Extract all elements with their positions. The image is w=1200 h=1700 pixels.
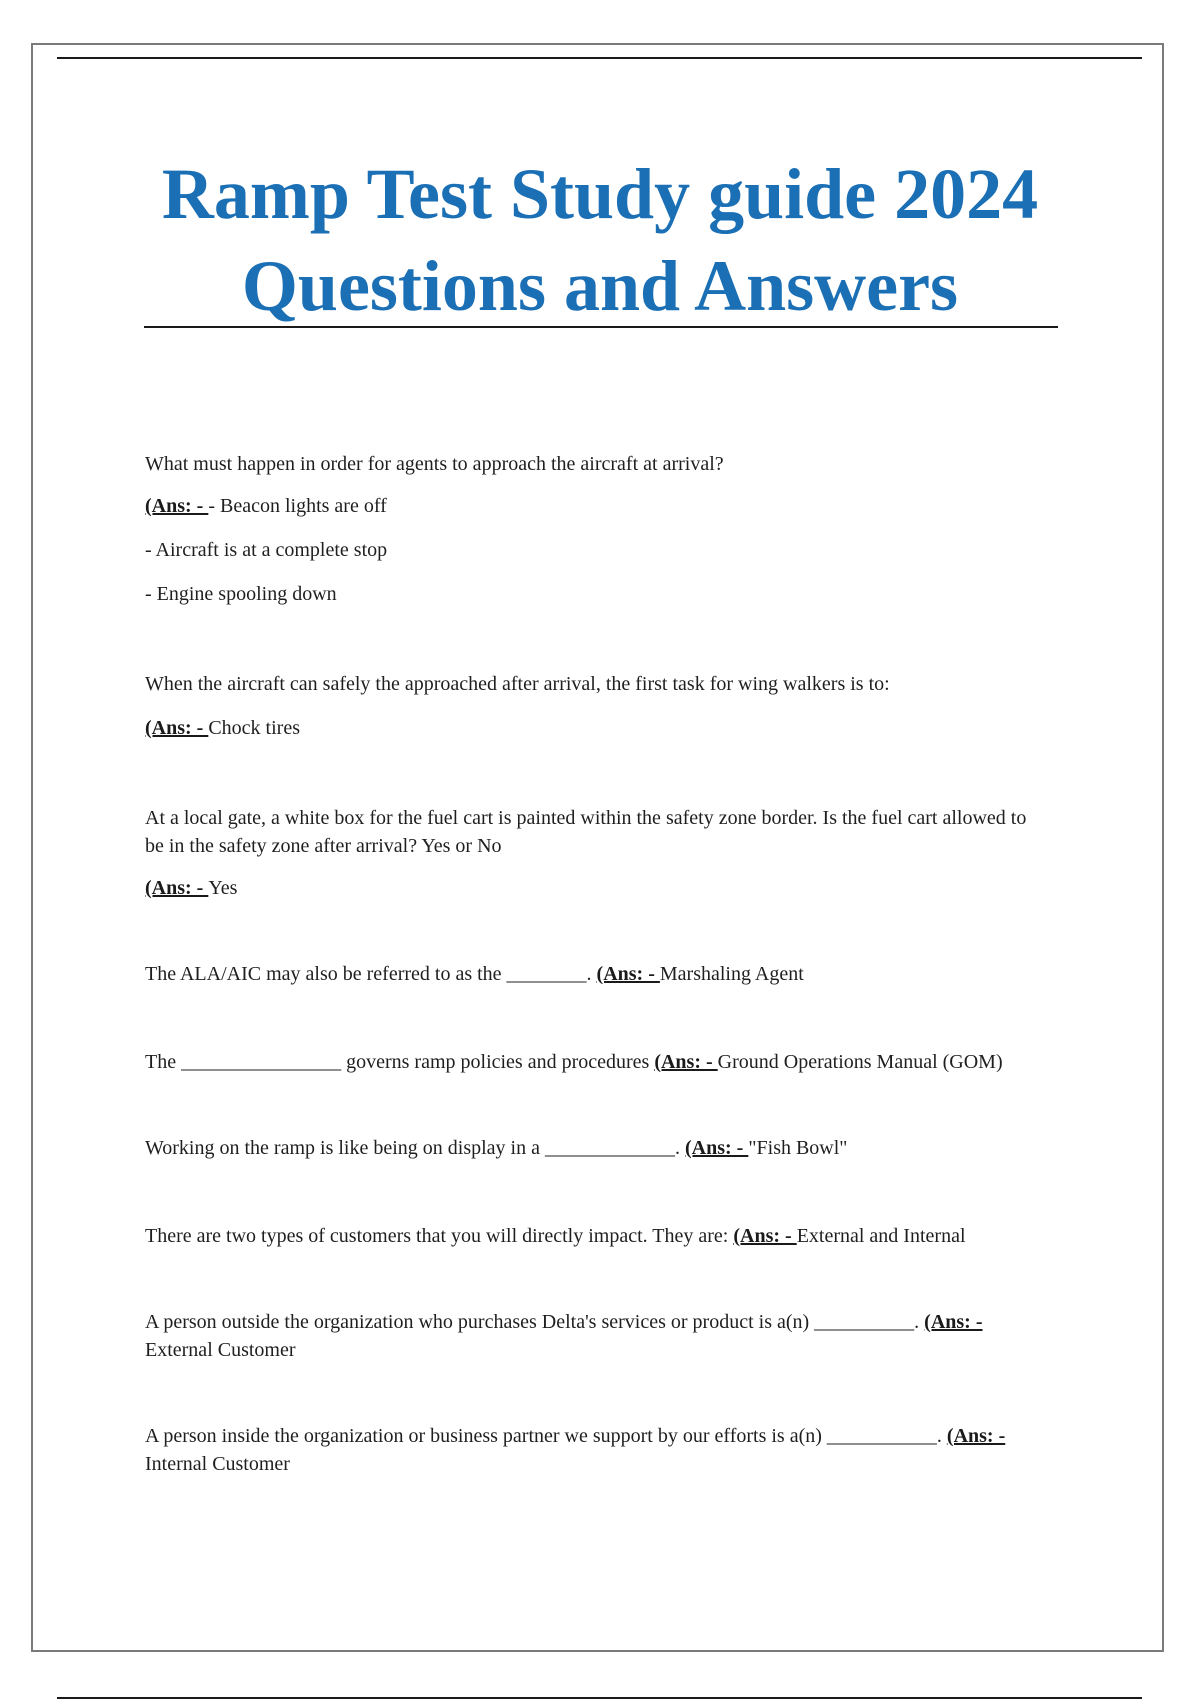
qa-list <box>145 450 1045 1478</box>
answer-text: Yes <box>208 877 238 899</box>
qa-item-7 <box>145 1222 1045 1250</box>
question-text: The ALA/AIC may also be referred to as the ________. <box>145 963 597 985</box>
title-line-1: Ramp Test Study guide 2024 <box>161 154 1039 234</box>
answer-text: Marshaling Agent <box>659 963 804 985</box>
answer-line <box>145 492 1045 520</box>
answer-label: (Ans: - <box>924 1311 983 1333</box>
question-text: A person outside the organization who purchases Delta's services or product is a(n) __________. <box>145 1311 925 1333</box>
answer-text: - Beacon lights are off <box>208 495 387 517</box>
answer-text: External and Internal <box>796 1225 966 1247</box>
question-answer-line <box>145 1308 1045 1364</box>
answer-label: (Ans: - <box>654 1051 718 1073</box>
document-title <box>140 148 1060 332</box>
title-underline <box>144 326 1058 328</box>
qa-item-8 <box>145 1308 1045 1364</box>
question-answer-line <box>145 1222 1045 1250</box>
answer-label: (Ans: - <box>145 495 209 517</box>
answer-line <box>145 714 1045 742</box>
answer-label: (Ans: - <box>685 1137 749 1159</box>
answer-extra-line: - Aircraft is at a complete stop <box>145 539 388 561</box>
answer-label: (Ans: - <box>946 1425 1006 1447</box>
answer-label: (Ans: - <box>145 717 209 739</box>
question-answer-line <box>145 1422 1045 1478</box>
answer-text: "Fish Bowl" <box>748 1137 848 1159</box>
qa-item-1 <box>145 450 1045 608</box>
qa-item-6 <box>145 1134 1045 1162</box>
qa-item-4 <box>145 960 1045 988</box>
question-text: The ________________ governs ramp policies and procedures <box>145 1051 655 1073</box>
answer-text: Internal Customer <box>145 1453 290 1475</box>
answer-text: External Customer <box>145 1339 296 1361</box>
answer-label: (Ans: - <box>733 1225 797 1247</box>
answer-text: Chock tires <box>208 717 300 739</box>
qa-item-3 <box>145 804 1045 902</box>
question-text: A person inside the organization or business partner we support by our efforts is a(n) ___________. <box>145 1425 947 1447</box>
question-text: What must happen in order for agents to approach the aircraft at arrival? <box>145 453 724 475</box>
title-line-2: Questions and Answers <box>241 246 959 326</box>
qa-item-5 <box>145 1048 1045 1076</box>
bottom-rule <box>57 1697 1142 1699</box>
answer-label: (Ans: - <box>596 963 660 985</box>
qa-item-2 <box>145 670 1045 742</box>
question-answer-line <box>145 1048 1045 1076</box>
question-answer-line <box>145 1134 1045 1162</box>
question-text: Working on the ramp is like being on display in a _____________. <box>145 1137 685 1159</box>
answer-extra-line: - Engine spooling down <box>145 583 337 605</box>
top-rule <box>57 57 1142 59</box>
question-text: There are two types of customers that you will directly impact. They are: <box>145 1225 734 1247</box>
question-text: When the aircraft can safely the approached after arrival, the first task for wing walkers is to: <box>145 673 890 695</box>
answer-text: Ground Operations Manual (GOM) <box>717 1051 1003 1073</box>
qa-item-9 <box>145 1422 1045 1478</box>
question-text: At a local gate, a white box for the fuel cart is painted within the safety zone border. Is the fuel cart allowed to be in the safety zone after arrival? Yes or No <box>145 807 1027 857</box>
answer-label: (Ans: - <box>145 877 209 899</box>
question-answer-line <box>145 960 1045 988</box>
answer-line <box>145 874 1045 902</box>
